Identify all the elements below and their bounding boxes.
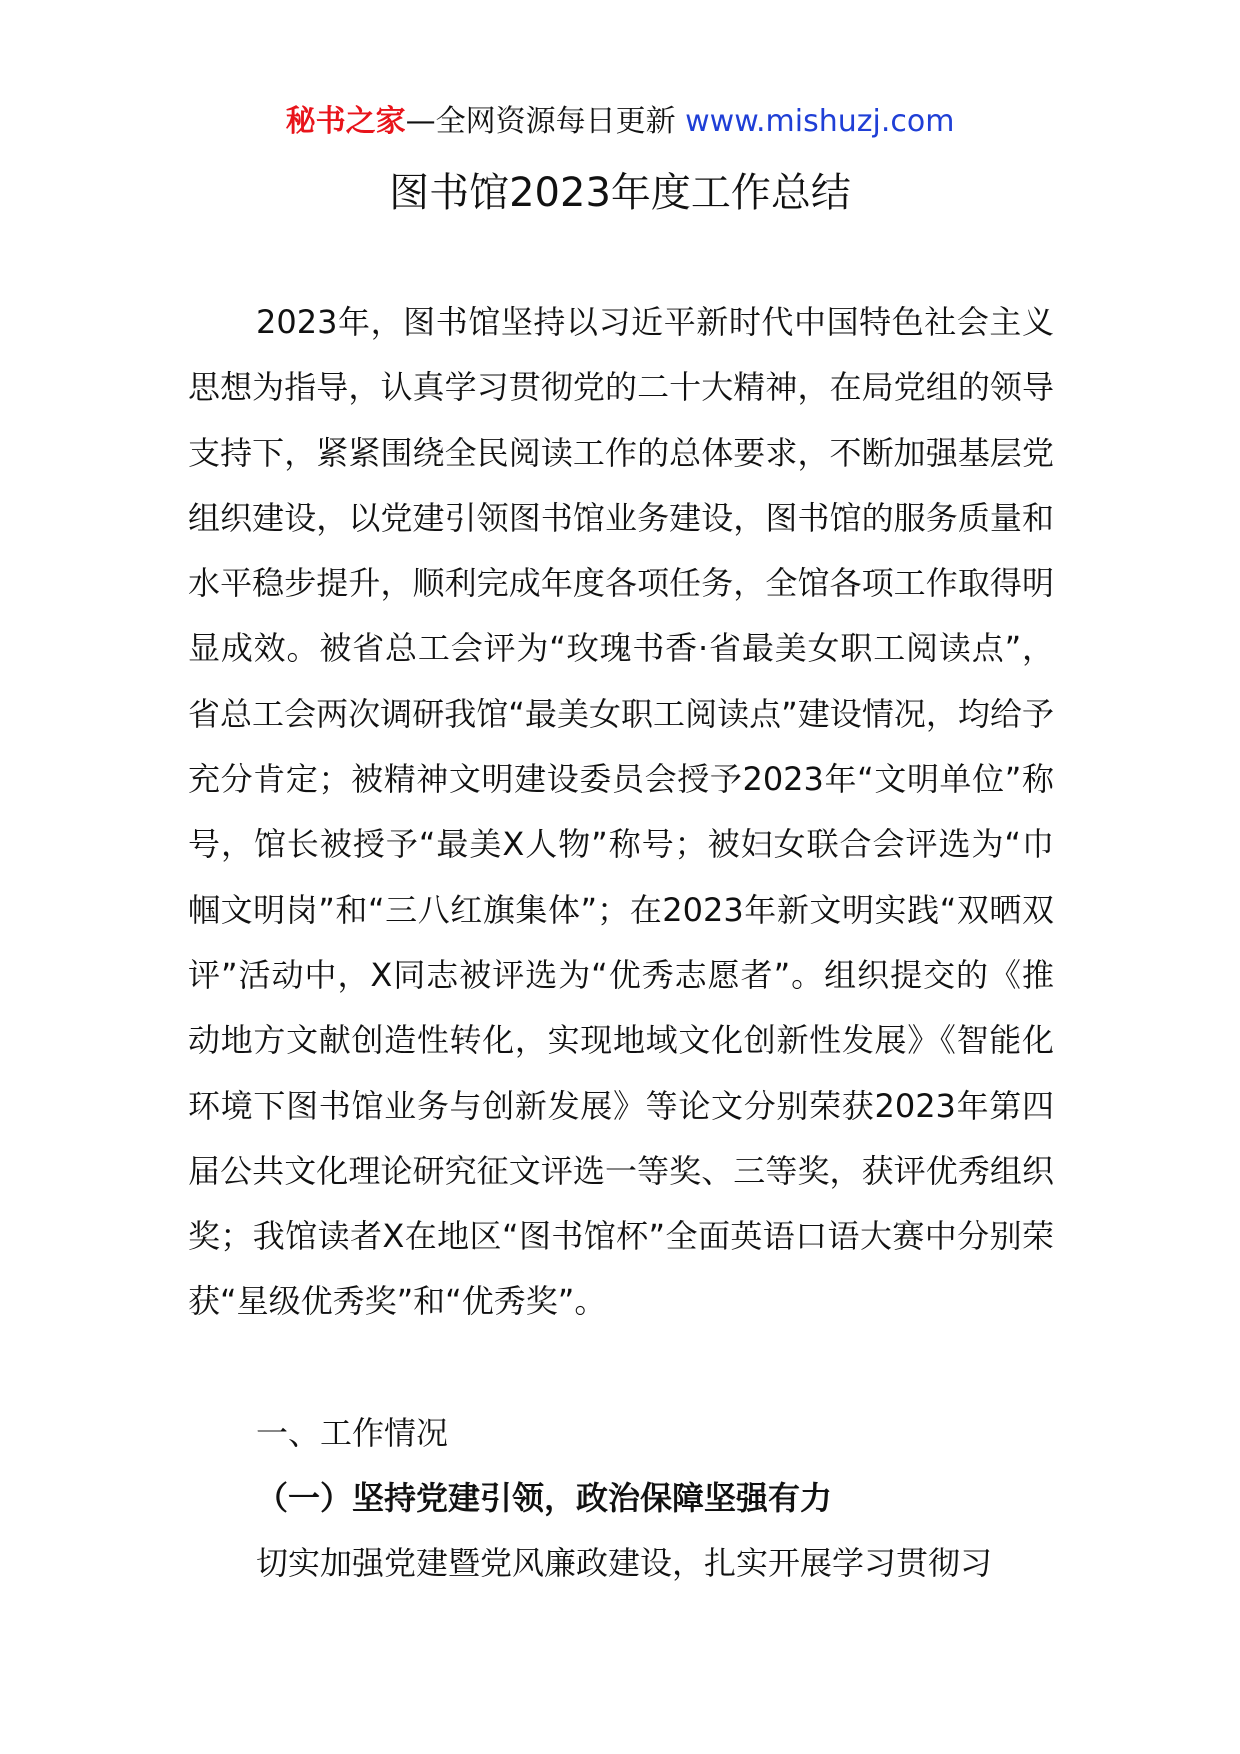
section-heading: 一、工作情况 [256,1414,449,1452]
site-url-link[interactable]: www.mishuzj.com [685,104,955,139]
site-header [0,100,1240,144]
site-slogan: —全网资源每日更新 [405,104,676,139]
document-title: 图书馆2023年度工作总结 [389,170,851,216]
body-paragraph: 切实加强党建暨党风廉政建设，扎实开展学习贯彻习 [256,1544,993,1582]
subsection-heading: （一）坚持党建引领，政治保障坚强有力 [256,1479,833,1517]
intro-paragraph: 2023年，图书馆坚持以习近平新时代中国特色社会主义思想为指导，认真学习贯彻党的二十大精神，在局党组的领导支持下，紧紧围绕全民阅读工作的总体要求，不断加强基层党组织建设，以党建引领图书馆业务建设，图书馆的服务质量和水平稳步提升，顺利完成年度各项任务，全馆各项工作取得明显成效。被省总工会评为“玫瑰书香·省最美女职工阅读点”，省总工会两次调研我馆“最美女职工阅读点”建设情况，均给予充分肯定；被精神文明建设委员会授予2023年“文明单位”称号，馆长被授予“最美X人物”称号；被妇女联合会评选为“巾帼文明岗”和“三八红旗集体”；在2023年新文明实践“双晒双评”活动中，X同志被评选为“优秀志愿者”。组织提交的《推动地方文献创造性转化，实现地域文化创新性发展》《智能化环境下图书馆业务与创新发展》等论文分别荣获2023年第四届公共文化理论研究征文评选一等奖、三等奖，获评优秀组织奖；我馆读者X在地区“图书馆杯”全面英语口语大赛中分别荣获“星级优秀奖”和“优秀奖”。 [188,303,1054,1321]
brand-name: 秘书之家 [285,104,406,139]
